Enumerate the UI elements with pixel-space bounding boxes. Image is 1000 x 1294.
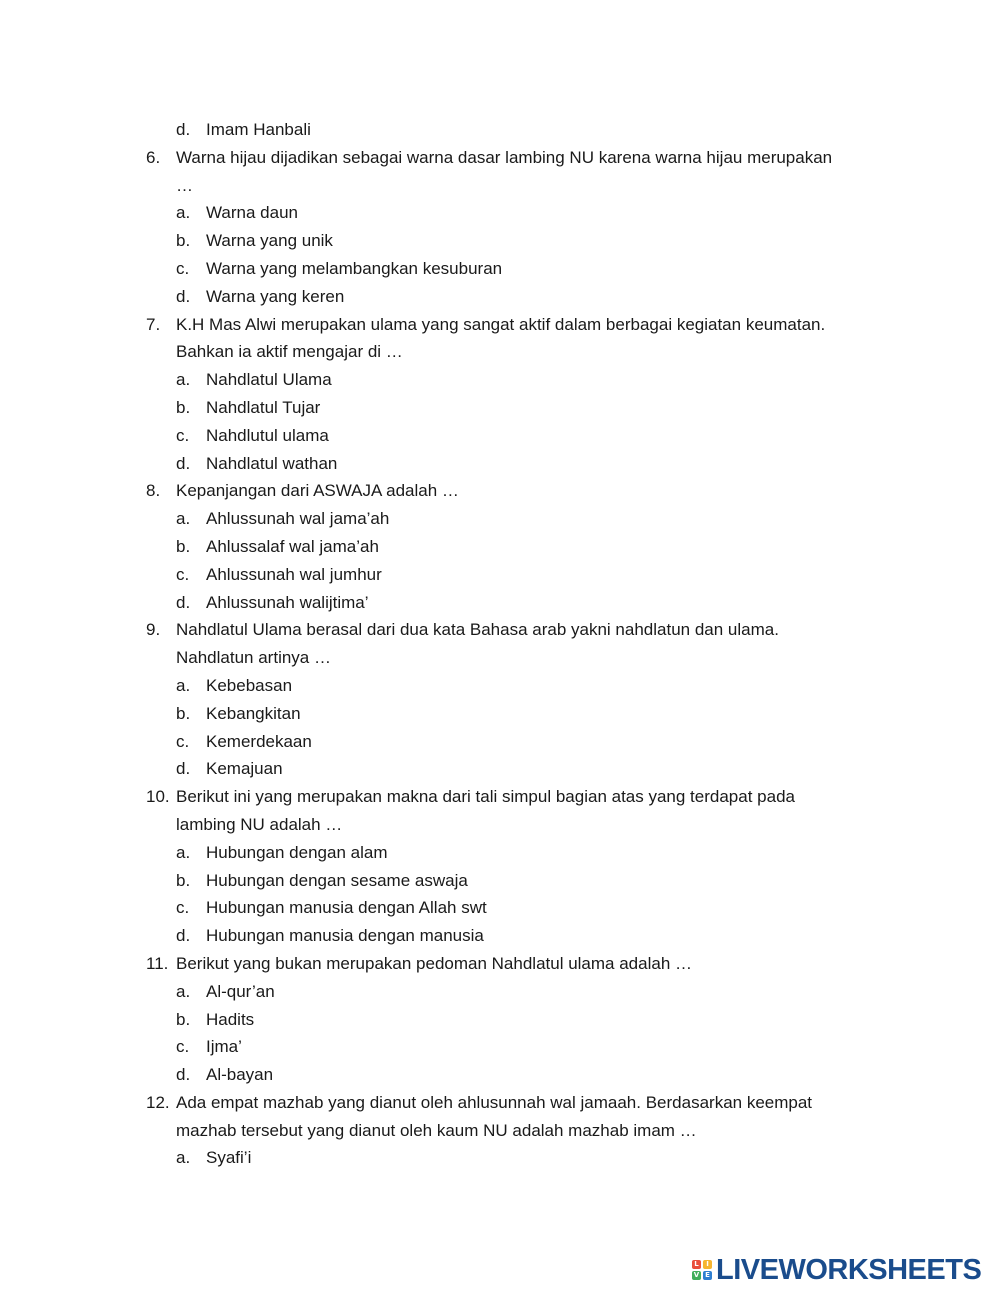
question-line	[0, 1089, 1000, 1117]
option-letter: d.	[176, 1065, 191, 1085]
question-number: 8.	[146, 481, 161, 501]
option-line	[0, 1061, 1000, 1089]
option-text: Ahlussunah wal jama’ah	[206, 509, 390, 529]
question-text: Berikut ini yang merupakan makna dari tali simpul bagian atas yang terdapat pada	[176, 787, 795, 807]
option-text: Nahdlutul ulama	[206, 425, 329, 445]
logo-square-e: E	[703, 1271, 712, 1280]
option-letter: c.	[176, 425, 190, 445]
option-text: Ijma’	[206, 1037, 242, 1057]
option-letter: c.	[176, 258, 190, 278]
option-letter: b.	[176, 1009, 191, 1029]
option-text: Hubungan manusia dengan manusia	[206, 926, 484, 946]
option-letter: a.	[176, 981, 191, 1001]
option-letter: d.	[176, 120, 191, 139]
question-line	[0, 172, 1000, 200]
option-line	[0, 366, 1000, 394]
option-text: Ahlussunah wal jumhur	[206, 564, 382, 584]
option-letter: b.	[176, 231, 191, 251]
question-number: 11.	[146, 953, 169, 973]
option-line	[0, 755, 1000, 783]
option-letter: a.	[176, 842, 191, 862]
question-number: 10.	[146, 787, 170, 807]
option-line	[0, 450, 1000, 478]
question-line	[0, 477, 1000, 505]
option-letter: c.	[176, 564, 190, 584]
option-line	[0, 839, 1000, 867]
option-text: Syafi’i	[206, 1148, 252, 1168]
question-line	[0, 616, 1000, 644]
option-line	[0, 255, 1000, 283]
option-letter: d.	[176, 286, 191, 306]
option-letter: b.	[176, 870, 191, 890]
option-letter: c.	[176, 898, 190, 918]
question-text: Warna hijau dijadikan sebagai warna dasar lambing NU karena warna hijau merupakan	[176, 147, 833, 167]
option-text: Nahdlatul wathan	[206, 453, 338, 473]
question-text: lambing NU adalah …	[176, 814, 343, 834]
option-letter: a.	[176, 1148, 191, 1168]
option-line	[0, 922, 1000, 950]
option-letter: b.	[176, 703, 191, 723]
option-line	[0, 1144, 1000, 1172]
logo-grid-icon	[692, 1260, 712, 1280]
option-text: Hadits	[206, 1009, 255, 1029]
question-text: Bahkan ia aktif mengajar di …	[176, 342, 403, 362]
option-line	[0, 672, 1000, 700]
option-line	[0, 561, 1000, 589]
logo-square-v: V	[693, 1271, 700, 1279]
question-line	[0, 783, 1000, 811]
question-line	[0, 311, 1000, 339]
option-text: Hubungan dengan alam	[206, 842, 388, 862]
option-line	[0, 1033, 1000, 1061]
option-line	[0, 227, 1000, 255]
question-line	[0, 811, 1000, 839]
option-letter: b.	[176, 536, 191, 556]
question-text: Berikut yang bukan merupakan pedoman Nahdlatul ulama adalah …	[176, 953, 692, 973]
option-text: Warna daun	[206, 203, 298, 223]
logo-square-i: I	[703, 1260, 712, 1269]
question-line	[0, 144, 1000, 172]
option-line	[0, 700, 1000, 728]
question-number: 12.	[146, 1092, 170, 1112]
question-number: 9.	[146, 620, 161, 640]
option-text: Ahlussalaf wal jama’ah	[206, 536, 379, 556]
question-line	[0, 1117, 1000, 1145]
option-letter: a.	[176, 370, 191, 390]
option-text: Imam Hanbali	[206, 120, 311, 139]
question-text: Nahdlatul Ulama berasal dari dua kata Bahasa arab yakni nahdlatun dan ulama.	[176, 620, 779, 640]
question-text: Kepanjangan dari ASWAJA adalah …	[176, 481, 459, 501]
option-text: Nahdlatul Tujar	[206, 397, 321, 417]
worksheet-content	[0, 116, 1000, 1172]
question-text: …	[176, 175, 193, 195]
liveworksheets-logo	[692, 1255, 981, 1285]
option-text: Warna yang keren	[206, 286, 345, 306]
question-text: K.H Mas Alwi merupakan ulama yang sangat aktif dalam berbagai kegiatan keumatan.	[176, 314, 826, 334]
option-line	[0, 894, 1000, 922]
option-letter: d.	[176, 926, 191, 946]
option-text: Kebebasan	[206, 675, 293, 695]
option-letter: d.	[176, 453, 191, 473]
option-text: Hubungan dengan sesame aswaja	[206, 870, 468, 890]
option-letter: a.	[176, 675, 191, 695]
option-line	[0, 728, 1000, 756]
option-line	[0, 116, 1000, 144]
question-text: Nahdlatun artinya …	[176, 648, 331, 668]
option-line	[0, 533, 1000, 561]
option-text: Ahlussunah walijtima’	[206, 592, 369, 612]
question-text: Ada empat mazhab yang dianut oleh ahlusunnah wal jamaah. Berdasarkan keempat	[176, 1092, 813, 1112]
option-text: Nahdlatul Ulama	[206, 370, 332, 390]
option-letter: c.	[176, 731, 190, 751]
option-line	[0, 589, 1000, 617]
option-letter: a.	[176, 509, 191, 529]
option-line	[0, 394, 1000, 422]
option-text: Al-bayan	[206, 1065, 274, 1085]
option-letter: a.	[176, 203, 191, 223]
logo-text: LIVEWORKSHEETS	[716, 1253, 982, 1286]
option-text: Kebangkitan	[206, 703, 301, 723]
option-line	[0, 867, 1000, 895]
option-line	[0, 283, 1000, 311]
question-number: 6.	[146, 147, 161, 167]
option-line	[0, 1006, 1000, 1034]
option-line	[0, 505, 1000, 533]
logo-square-l: L	[692, 1260, 701, 1269]
option-line	[0, 422, 1000, 450]
option-text: Al-qur’an	[206, 981, 275, 1001]
option-line	[0, 978, 1000, 1006]
option-text: Kemerdekaan	[206, 731, 312, 751]
option-text: Warna yang unik	[206, 231, 333, 251]
question-line	[0, 644, 1000, 672]
option-letter: b.	[176, 397, 191, 417]
option-letter: d.	[176, 759, 191, 779]
option-text: Kemajuan	[206, 759, 283, 779]
option-letter: d.	[176, 592, 191, 612]
option-line	[0, 199, 1000, 227]
question-line	[0, 338, 1000, 366]
question-text: mazhab tersebut yang dianut oleh kaum NU adalah mazhab imam …	[176, 1120, 697, 1140]
question-number: 7.	[146, 314, 161, 334]
option-text: Warna yang melambangkan kesuburan	[206, 258, 503, 278]
option-letter: c.	[176, 1037, 190, 1057]
question-line	[0, 950, 1000, 978]
option-text: Hubungan manusia dengan Allah swt	[206, 898, 487, 918]
